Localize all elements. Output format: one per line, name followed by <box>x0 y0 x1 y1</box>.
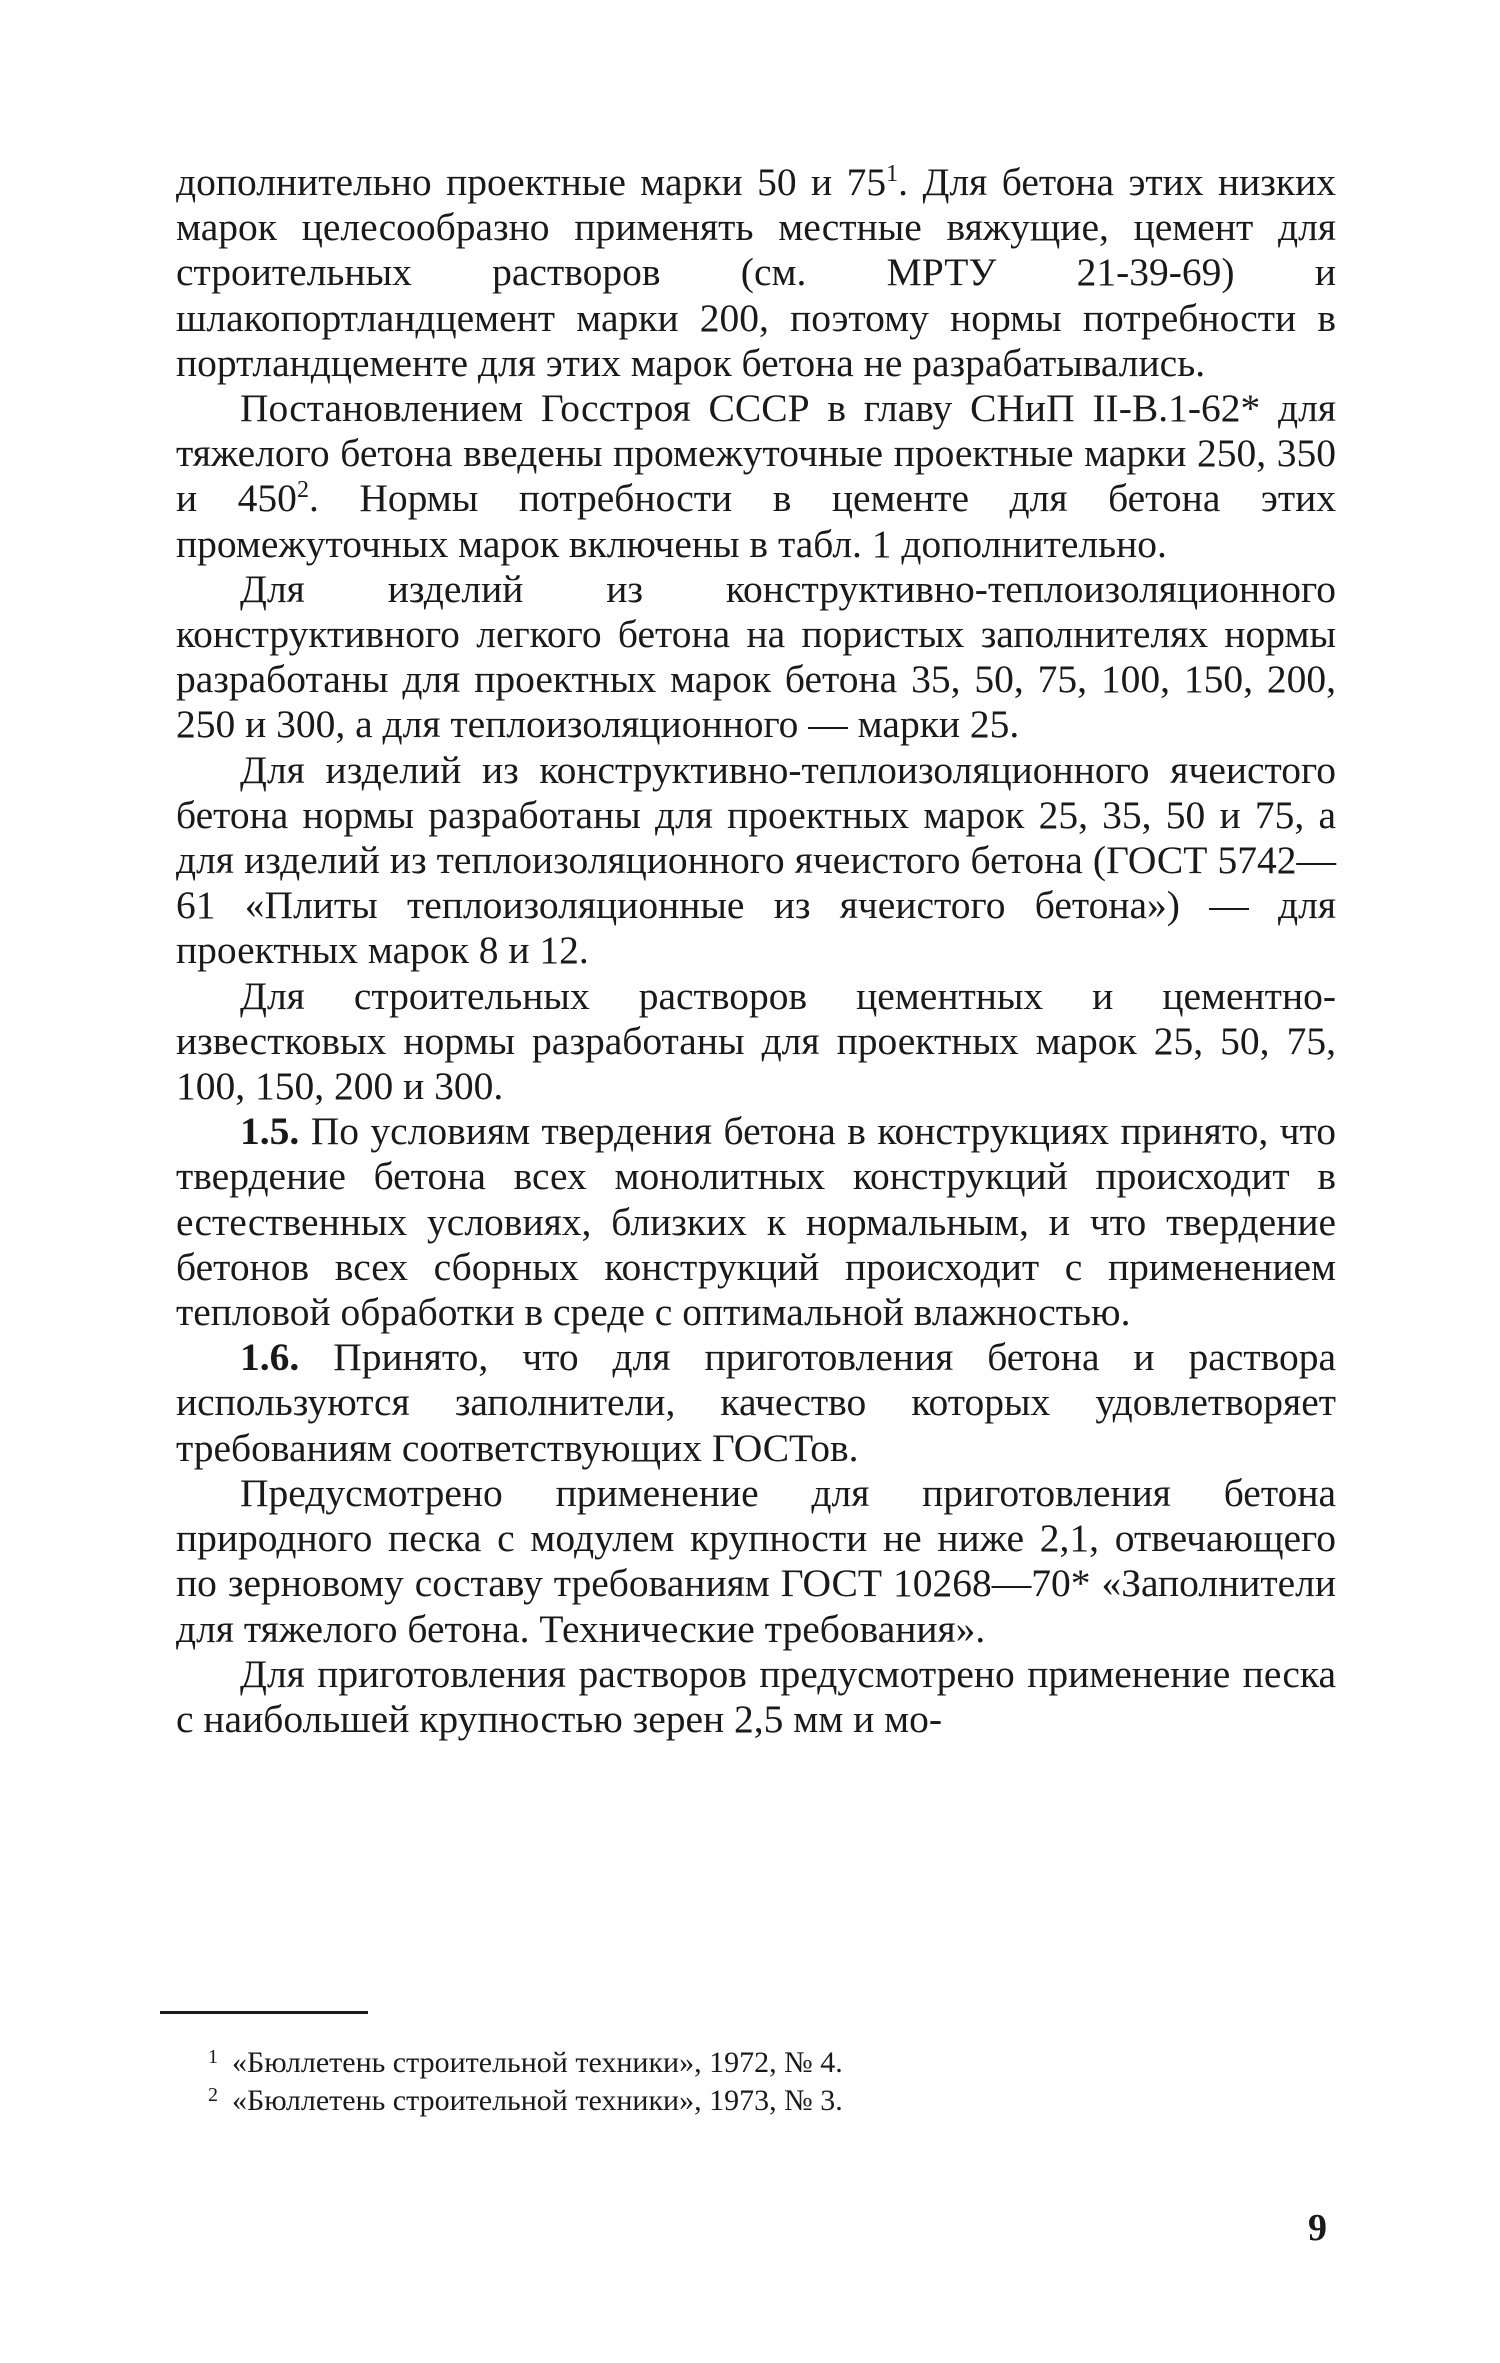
paragraph-6 <box>176 1109 1336 1335</box>
paragraph-9: Для приготовления растворов предусмотрено применение песка с наибольшей крупностью зерен 2,5 мм и мо- <box>176 1651 1336 1741</box>
paragraph-1 <box>176 160 1336 386</box>
paragraph-8: Предусмотрено применение для приготовления бетона природного песка с модулем крупности не ниже 2,1, отвечающего по зерновому составу требованиям ГОСТ 10268—70* «Заполнители для тяжелого бетона. Технические требования». <box>176 1470 1336 1651</box>
footnote-divider <box>160 2011 368 2014</box>
paragraph-4: Для изделий из конструктивно-теплоизоляционного ячеистого бетона нормы разработаны для проектных марок 25, 35, 50 и 75, а для изделий из теплоизоляционного ячеистого бетона (ГОСТ 5742—61 «Плиты теплоизоляционные из ячеистого бетона») — для проектных марок 8 и 12. <box>176 747 1336 973</box>
paragraph-6-text: По условиям твердения бетона в конструкциях принято, что твердение бетона всех монолитных конструкций происходит в естественных условиях, близких к нормальным, и что твердение бетонов всех сборных конструкций происходит с применением тепловой обработки в среде с оптимальной влажностью. <box>176 1109 1336 1335</box>
footnotes <box>208 2044 1132 2120</box>
paragraph-1-text-b: . Для бетона этих низких марок целесообразно применять местные вяжущие, цемент для строительных растворов (см. МРТУ 21-39-69) и шлакопортландцемент марки 200, поэтому нормы потребности в портландцементе для этих марок бетона не разрабатывались. <box>176 160 1336 385</box>
page-number: 9 <box>1308 2207 1327 2249</box>
footnote-1 <box>208 2044 1132 2082</box>
paragraph-5: Для строительных растворов цементных и цементно-известковых нормы разработаны для проектных марок 25, 50, 75, 100, 150, 200 и 300. <box>176 973 1336 1109</box>
footnote-2 <box>208 2082 1132 2120</box>
section-number-1-5: 1.5. <box>240 1109 300 1154</box>
section-number-1-6: 1.6. <box>240 1335 300 1380</box>
footnote-1-mark: 1 <box>208 2046 218 2068</box>
paragraph-7 <box>176 1335 1336 1471</box>
footnote-2-text: «Бюллетень строительной техники», 1973, № 3. <box>232 2084 843 2117</box>
paragraph-3: Для изделий из конструктивно-теплоизоляционного конструктивного легкого бетона на пористых заполнителях нормы разработаны для проектных марок бетона 35, 50, 75, 100, 150, 200, 250 и 300, а для теплоизоляционного — марки 25. <box>176 566 1336 747</box>
paragraph-2-text-a: Постановлением Госстроя СССР в главу СНиП II-В.1-62* для тяжелого бетона введены промежуточные проектные марки 250, 350 и 450 <box>176 386 1336 521</box>
page-body <box>176 160 1336 1742</box>
paragraph-1-text-a: дополнительно проектные марки 50 и 75 <box>176 160 887 204</box>
paragraph-2 <box>176 386 1336 567</box>
footnote-1-text: «Бюллетень строительной техники», 1972, № 4. <box>232 2046 843 2079</box>
paragraph-7-text: Принято, что для приготовления бетона и раствора используются заполнители, качество которых удовлетворяет требованиям соответствующих ГОСТов. <box>176 1335 1336 1470</box>
footnote-2-mark: 2 <box>208 2084 218 2106</box>
paragraph-2-text-b: . Нормы потребности в цементе для бетона этих промежуточных марок включены в табл. 1 дополнительно. <box>176 476 1336 566</box>
footnote-ref-2: 2 <box>296 477 309 504</box>
footnote-ref-1: 1 <box>886 160 899 187</box>
